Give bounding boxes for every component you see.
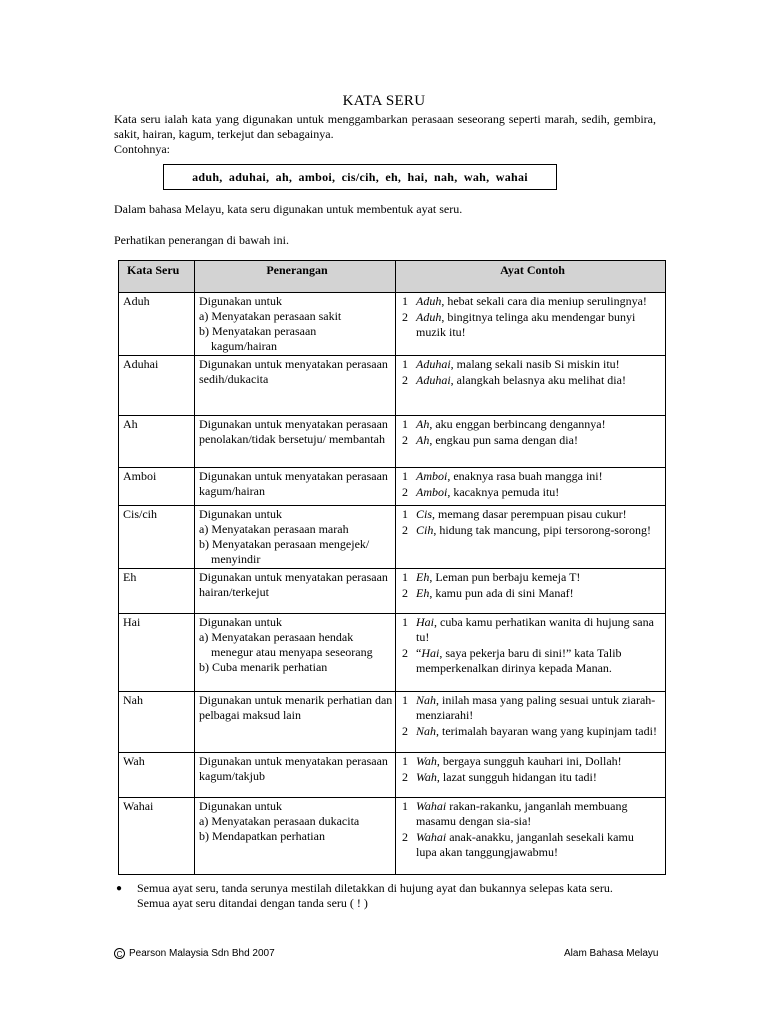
penerangan-line: kagum/hairan bbox=[211, 339, 277, 353]
example-sentence bbox=[400, 799, 665, 829]
penerangan-line: Digunakan untuk menyatakan perasaan penolakan/tidak bersetuju/ membantah bbox=[199, 417, 388, 446]
table-row bbox=[119, 416, 666, 468]
example-number: 1 bbox=[402, 507, 408, 521]
example-text bbox=[416, 523, 665, 538]
kata-seru-cell: Nah bbox=[119, 692, 195, 753]
table-row bbox=[119, 506, 666, 569]
example-rest: , inilah masa yang paling sesuai untuk ziarah-menziarahi! bbox=[416, 693, 656, 722]
example-keyword: Amboi bbox=[416, 469, 448, 483]
kata-seru-cell: Cis/cih bbox=[119, 506, 195, 569]
example-keyword: Cis bbox=[416, 507, 433, 521]
example-text bbox=[416, 646, 665, 676]
example-keyword: Eh bbox=[416, 570, 430, 584]
example-sentence bbox=[400, 523, 665, 538]
penerangan-line: Digunakan untuk bbox=[199, 294, 282, 308]
example-sentence bbox=[400, 310, 665, 340]
example-keyword: Nah bbox=[416, 724, 437, 738]
example-number: 1 bbox=[402, 357, 408, 371]
penerangan-line: menegur atau menyapa seseorang bbox=[211, 645, 373, 659]
example-keyword: Wah bbox=[416, 754, 437, 768]
example-sentence bbox=[400, 294, 665, 309]
penerangan-line: Digunakan untuk menyatakan perasaan kagum/hairan bbox=[199, 469, 388, 498]
example-sentence bbox=[400, 754, 665, 769]
footer-left bbox=[114, 946, 275, 961]
ayat-contoh-cell bbox=[396, 569, 666, 614]
penerangan-line: a) Menyatakan perasaan marah bbox=[199, 522, 349, 536]
example-number: 1 bbox=[402, 799, 408, 813]
example-number: 2 bbox=[402, 724, 408, 738]
example-number: 1 bbox=[402, 417, 408, 431]
example-number: 2 bbox=[402, 373, 408, 387]
example-number: 2 bbox=[402, 830, 408, 844]
example-sentence bbox=[400, 586, 665, 601]
header-penerangan: Penerangan bbox=[195, 261, 396, 293]
table-row bbox=[119, 468, 666, 506]
example-number: 2 bbox=[402, 310, 408, 324]
example-number: 1 bbox=[402, 754, 408, 768]
penerangan-cell bbox=[195, 293, 396, 356]
example-number: 1 bbox=[402, 469, 408, 483]
penerangan-cell bbox=[195, 569, 396, 614]
example-text bbox=[416, 570, 665, 585]
example-keyword: Hai bbox=[421, 646, 440, 660]
example-text bbox=[416, 770, 665, 785]
ayat-contoh-cell bbox=[396, 416, 666, 468]
example-text bbox=[416, 433, 665, 448]
penerangan-line: Digunakan untuk menyatakan perasaan kagum/takjub bbox=[199, 754, 388, 783]
table-row bbox=[119, 692, 666, 753]
example-rest: , engkau pun sama dengan dia! bbox=[429, 433, 578, 447]
ayat-contoh-cell bbox=[396, 293, 666, 356]
example-sentence bbox=[400, 485, 665, 500]
penerangan-cell bbox=[195, 692, 396, 753]
example-text bbox=[416, 693, 665, 723]
example-text bbox=[416, 507, 665, 522]
example-keyword: Amboi bbox=[416, 485, 448, 499]
copyright-icon: C bbox=[114, 948, 125, 959]
ayat-contoh-cell bbox=[396, 753, 666, 798]
ayat-contoh-cell bbox=[396, 356, 666, 416]
footer-book-title: Alam Bahasa Melayu bbox=[564, 948, 659, 959]
example-text bbox=[416, 586, 665, 601]
example-text bbox=[416, 724, 665, 739]
example-number: 2 bbox=[402, 770, 408, 784]
example-rest: anak-anakku, janganlah sesekali kamu lupa akan tanggungjawabmu! bbox=[416, 830, 634, 859]
example-text bbox=[416, 799, 665, 829]
example-number: 1 bbox=[402, 615, 408, 629]
penerangan-line: Digunakan untuk menarik perhatian dan pelbagai maksud lain bbox=[199, 693, 393, 722]
note bbox=[116, 881, 656, 911]
penerangan-line: Digunakan untuk bbox=[199, 507, 282, 521]
kata-seru-cell: Aduh bbox=[119, 293, 195, 356]
example-text bbox=[416, 830, 665, 860]
example-sentence bbox=[400, 507, 665, 522]
example-sentence bbox=[400, 570, 665, 585]
ayat-contoh-cell bbox=[396, 798, 666, 875]
example-keyword: Wahai bbox=[416, 830, 447, 844]
table-header-row bbox=[119, 261, 666, 293]
example-number: 2 bbox=[402, 433, 408, 447]
table-row bbox=[119, 798, 666, 875]
example-rest: , enaknya rasa buah mangga ini! bbox=[447, 469, 603, 483]
penerangan-line: b) Mendapatkan perhatian bbox=[199, 829, 325, 843]
penerangan-cell bbox=[195, 356, 396, 416]
intro-paragraph: Kata seru ialah kata yang digunakan untuk menggambarkan perasaan seseorang seperti marah, sedih, gembira, sakit, hairan, kagum, terkejut dan sebagainya. bbox=[114, 112, 656, 141]
ayat-contoh-cell bbox=[396, 506, 666, 569]
example-text bbox=[416, 310, 665, 340]
kata-seru-table bbox=[118, 260, 666, 875]
example-label: Contohnya: bbox=[114, 142, 170, 156]
example-keyword: Cih bbox=[416, 523, 434, 537]
example-text bbox=[416, 469, 665, 484]
example-text bbox=[416, 294, 665, 309]
paragraph-explanation: Perhatikan penerangan di bawah ini. bbox=[114, 233, 289, 247]
ayat-contoh-cell bbox=[396, 614, 666, 692]
table-row bbox=[119, 753, 666, 798]
word-list-box: aduh, aduhai, ah, amboi, cis/cih, eh, hai, nah, wah, wahai bbox=[163, 164, 557, 190]
example-keyword: Hai bbox=[416, 615, 434, 629]
note-line-2: Semua ayat seru ditandai dengan tanda seru ( ! ) bbox=[137, 896, 368, 910]
example-sentence bbox=[400, 646, 665, 676]
example-rest: , aku enggan berbincang dengannya! bbox=[429, 417, 606, 431]
penerangan-line: Digunakan untuk menyatakan perasaan sedih/dukacita bbox=[199, 357, 388, 386]
penerangan-cell bbox=[195, 753, 396, 798]
example-text bbox=[416, 417, 665, 432]
example-keyword: Aduh bbox=[416, 294, 442, 308]
table-row bbox=[119, 569, 666, 614]
penerangan-line: a) Menyatakan perasaan sakit bbox=[199, 309, 342, 323]
example-rest: , bingitnya telinga aku mendengar bunyi muzik itu! bbox=[416, 310, 636, 339]
example-sentence bbox=[400, 830, 665, 860]
example-sentence bbox=[400, 615, 665, 645]
penerangan-cell bbox=[195, 416, 396, 468]
example-sentence bbox=[400, 357, 665, 372]
penerangan-line: b) Menyatakan perasaan mengejek/ bbox=[199, 537, 370, 551]
example-sentence bbox=[400, 417, 665, 432]
example-quote: “ bbox=[416, 646, 422, 660]
penerangan-line: b) Menyatakan perasaan bbox=[199, 324, 317, 338]
example-text bbox=[416, 373, 665, 388]
note-line-1: Semua ayat seru, tanda serunya mestilah diletakkan di hujung ayat dan bukannya selepas kata seru. bbox=[137, 881, 613, 895]
example-keyword: Aduh bbox=[416, 310, 442, 324]
example-number: 2 bbox=[402, 586, 408, 600]
example-sentence bbox=[400, 433, 665, 448]
example-rest: , hebat sekali cara dia meniup serulingnya! bbox=[441, 294, 647, 308]
example-rest: , memang dasar perempuan pisau cukur! bbox=[432, 507, 627, 521]
example-number: 2 bbox=[402, 485, 408, 499]
example-number: 1 bbox=[402, 693, 408, 707]
example-text bbox=[416, 754, 665, 769]
kata-seru-cell: Wahai bbox=[119, 798, 195, 875]
example-keyword: Ah bbox=[416, 417, 430, 431]
kata-seru-cell: Eh bbox=[119, 569, 195, 614]
penerangan-cell bbox=[195, 798, 396, 875]
penerangan-line: b) Cuba menarik perhatian bbox=[199, 660, 328, 674]
table-row bbox=[119, 356, 666, 416]
example-sentence bbox=[400, 693, 665, 723]
example-keyword: Wahai bbox=[416, 799, 447, 813]
example-rest: , saya pekerja baru di sini!” kata Talib memperkenalkan dirinya kepada Manan. bbox=[416, 646, 622, 675]
example-sentence bbox=[400, 770, 665, 785]
example-rest: , alangkah belasnya aku melihat dia! bbox=[450, 373, 626, 387]
example-rest: , cuba kamu perhatikan wanita di hujung sana tu! bbox=[416, 615, 654, 644]
example-keyword: Wah bbox=[416, 770, 437, 784]
example-text bbox=[416, 357, 665, 372]
example-number: 1 bbox=[402, 570, 408, 584]
penerangan-line: Digunakan untuk bbox=[199, 615, 282, 629]
penerangan-cell bbox=[195, 506, 396, 569]
kata-seru-cell: Wah bbox=[119, 753, 195, 798]
example-keyword: Aduhai bbox=[416, 373, 451, 387]
paragraph-usage: Dalam bahasa Melayu, kata seru digunakan untuk membentuk ayat seru. bbox=[114, 202, 463, 216]
example-rest: , malang sekali nasib Si miskin itu! bbox=[450, 357, 620, 371]
example-number: 2 bbox=[402, 523, 408, 537]
example-sentence bbox=[400, 469, 665, 484]
kata-seru-cell: Hai bbox=[119, 614, 195, 692]
example-rest: , Leman pun berbaju kemeja T! bbox=[429, 570, 581, 584]
example-rest: rakan-rakanku, janganlah membuang masamu dengan sia-sia! bbox=[416, 799, 628, 828]
example-rest: , hidung tak mancung, pipi tersorong-sorong! bbox=[433, 523, 651, 537]
ayat-contoh-cell bbox=[396, 468, 666, 506]
example-sentence bbox=[400, 373, 665, 388]
penerangan-line: a) Menyatakan perasaan dukacita bbox=[199, 814, 360, 828]
penerangan-line: Digunakan untuk bbox=[199, 799, 282, 813]
penerangan-cell bbox=[195, 614, 396, 692]
table-body bbox=[119, 293, 666, 875]
table-row bbox=[119, 293, 666, 356]
ayat-contoh-cell bbox=[396, 692, 666, 753]
header-kata-seru: Kata Seru bbox=[119, 261, 195, 293]
example-keyword: Eh bbox=[416, 586, 430, 600]
example-number: 2 bbox=[402, 646, 408, 660]
kata-seru-cell: Amboi bbox=[119, 468, 195, 506]
penerangan-line: a) Menyatakan perasaan hendak bbox=[199, 630, 354, 644]
example-rest: , kamu pun ada di sini Manaf! bbox=[429, 586, 574, 600]
penerangan-cell bbox=[195, 468, 396, 506]
kata-seru-cell: Aduhai bbox=[119, 356, 195, 416]
example-rest: , kacaknya pemuda itu! bbox=[447, 485, 560, 499]
penerangan-line: Digunakan untuk menyatakan perasaan hairan/terkejut bbox=[199, 570, 388, 599]
footer-publisher: Pearson Malaysia Sdn Bhd 2007 bbox=[129, 948, 275, 959]
example-keyword: Ah bbox=[416, 433, 430, 447]
table-row bbox=[119, 614, 666, 692]
example-sentence bbox=[400, 724, 665, 739]
kata-seru-cell: Ah bbox=[119, 416, 195, 468]
bullet-icon: ● bbox=[116, 883, 123, 894]
example-rest: , lazat sungguh hidangan itu tadi! bbox=[436, 770, 597, 784]
example-rest: , bergaya sungguh kauhari ini, Dollah! bbox=[436, 754, 622, 768]
example-keyword: Nah bbox=[416, 693, 437, 707]
example-text bbox=[416, 615, 665, 645]
example-keyword: Aduhai bbox=[416, 357, 451, 371]
example-rest: , terimalah bayaran wang yang kupinjam tadi! bbox=[436, 724, 657, 738]
penerangan-line: menyindir bbox=[211, 552, 261, 566]
page-title: KATA SERU bbox=[342, 93, 426, 109]
example-number: 1 bbox=[402, 294, 408, 308]
example-text bbox=[416, 485, 665, 500]
header-ayat-contoh: Ayat Contoh bbox=[396, 261, 666, 293]
